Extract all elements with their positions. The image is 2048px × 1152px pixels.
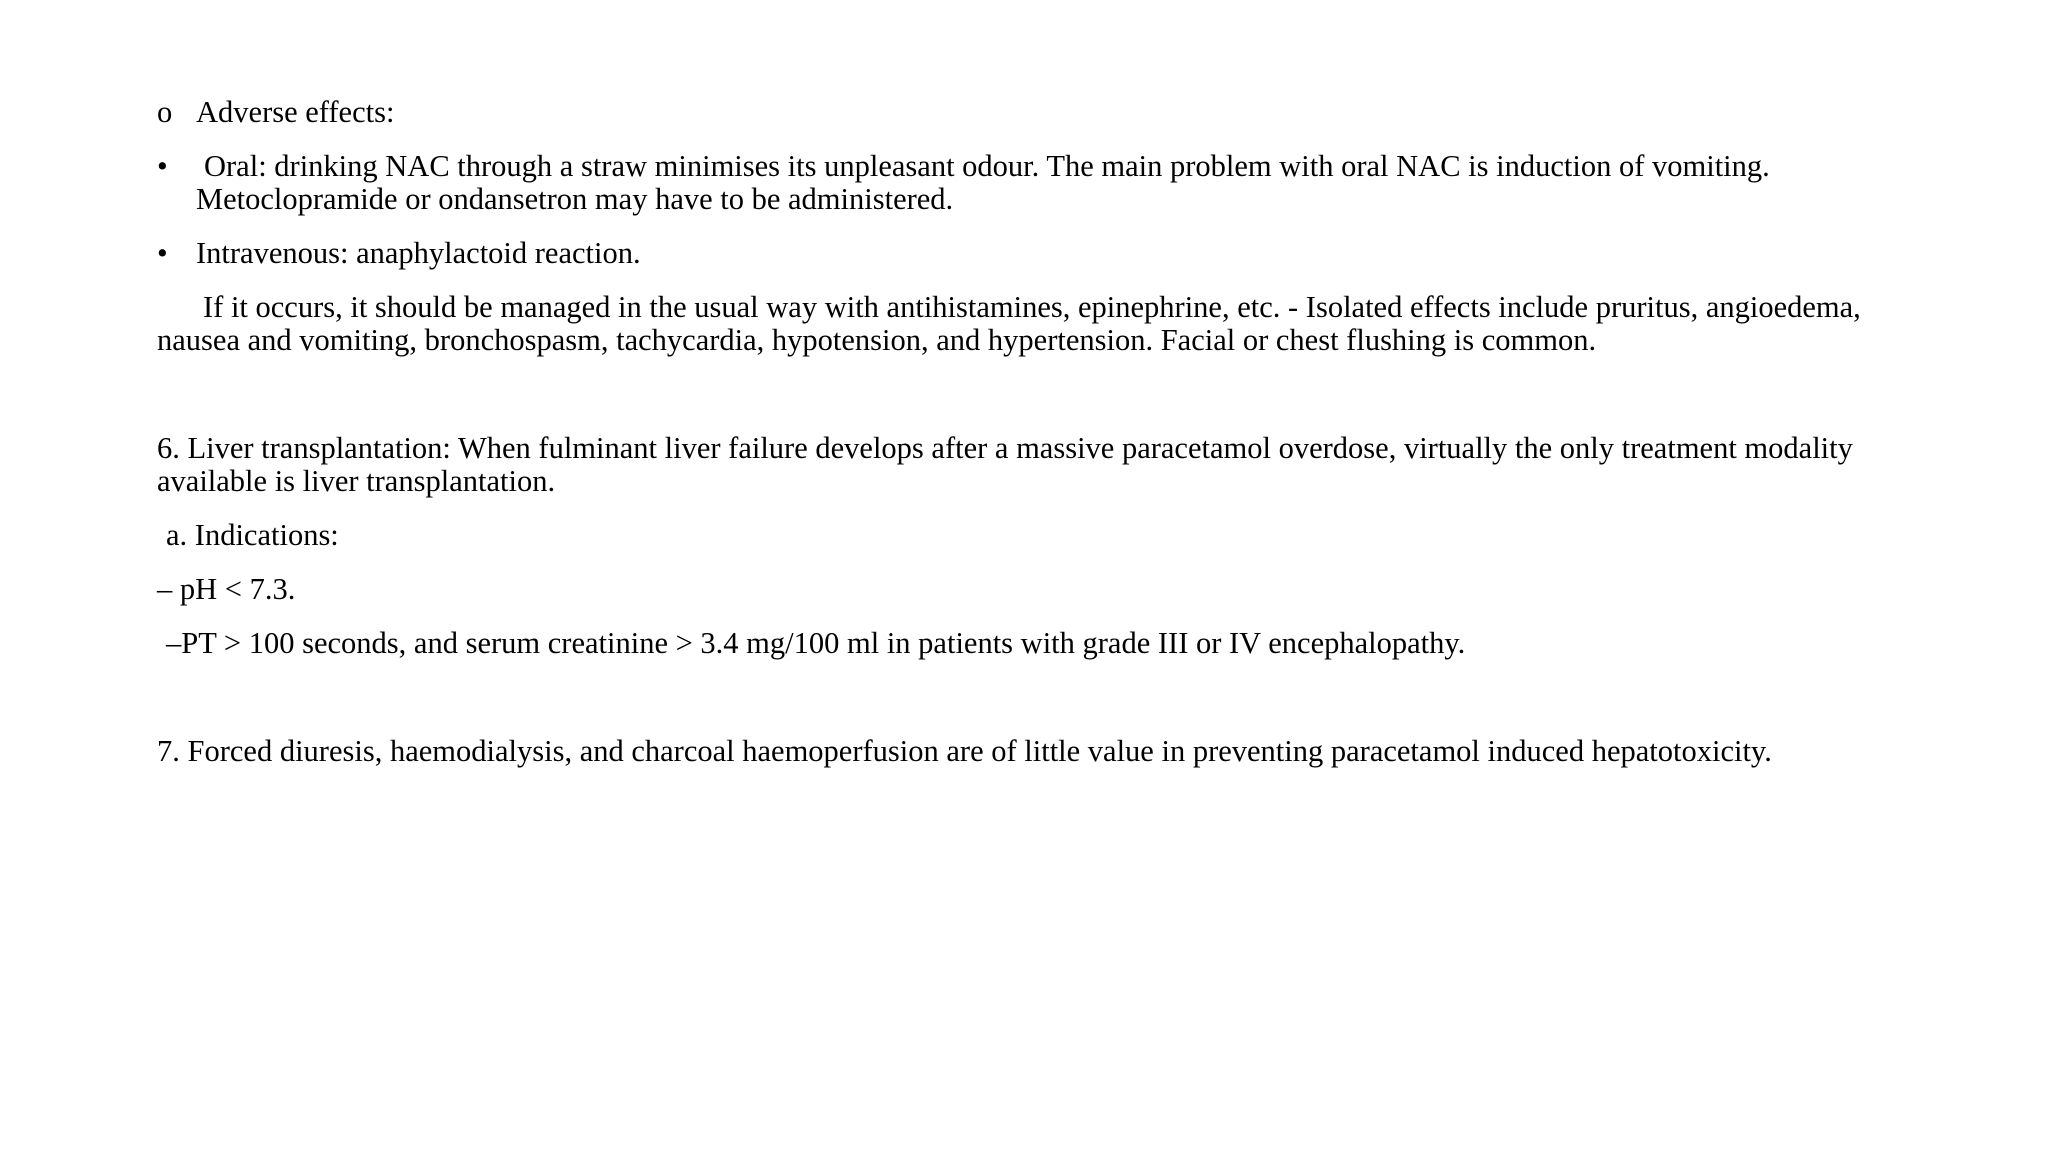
spacer [157, 378, 1877, 432]
indication-ph: – pH < 7.3. [157, 572, 296, 606]
liver-transplant-paragraph: 6. Liver transplantation: When fulminant liver failure develops after a massive paracetamol overdose, virtually the only treatment modality available is liver transplantation. [157, 431, 1853, 498]
oral-text: Oral: drinking NAC through a straw minimises its unpleasant odour. The main problem with oral NAC is induction of vomiting. Metoclopramide or ondansetron may have to be administered. [196, 149, 1770, 216]
forced-diuresis-paragraph: 7. Forced diuresis, haemodialysis, and charcoal haemoperfusion are of little value in preventing paracetamol induced hepatotoxicity. [157, 734, 1772, 768]
indications-heading: a. Indications: [166, 518, 339, 552]
oral-bullet-item [157, 150, 1877, 216]
spacer [157, 681, 1877, 735]
adverse-effects-label: Adverse effects: [196, 95, 395, 129]
slide-body [157, 96, 1877, 789]
adverse-effects-item [157, 96, 1877, 129]
indication-pt: –PT > 100 seconds, and serum creatinine > 3.4 mg/100 ml in patients with grade III or IV encephalopathy. [166, 626, 1466, 660]
bullet-icon: • [157, 236, 168, 270]
intravenous-bullet-item [157, 237, 1877, 270]
bullet-icon: • [157, 149, 168, 183]
management-paragraph: If it occurs, it should be managed in the usual way with antihistamines, epinephrine, etc. - Isolated effects include pruritus, angioedema, nausea and vomiting, bronchospasm, tachycardia, hypotension, and hypertension. Facial or chest flushing is common. [157, 290, 1861, 357]
intravenous-text: Intravenous: anaphylactoid reaction. [196, 236, 641, 270]
hollow-bullet-icon: o [157, 95, 173, 129]
